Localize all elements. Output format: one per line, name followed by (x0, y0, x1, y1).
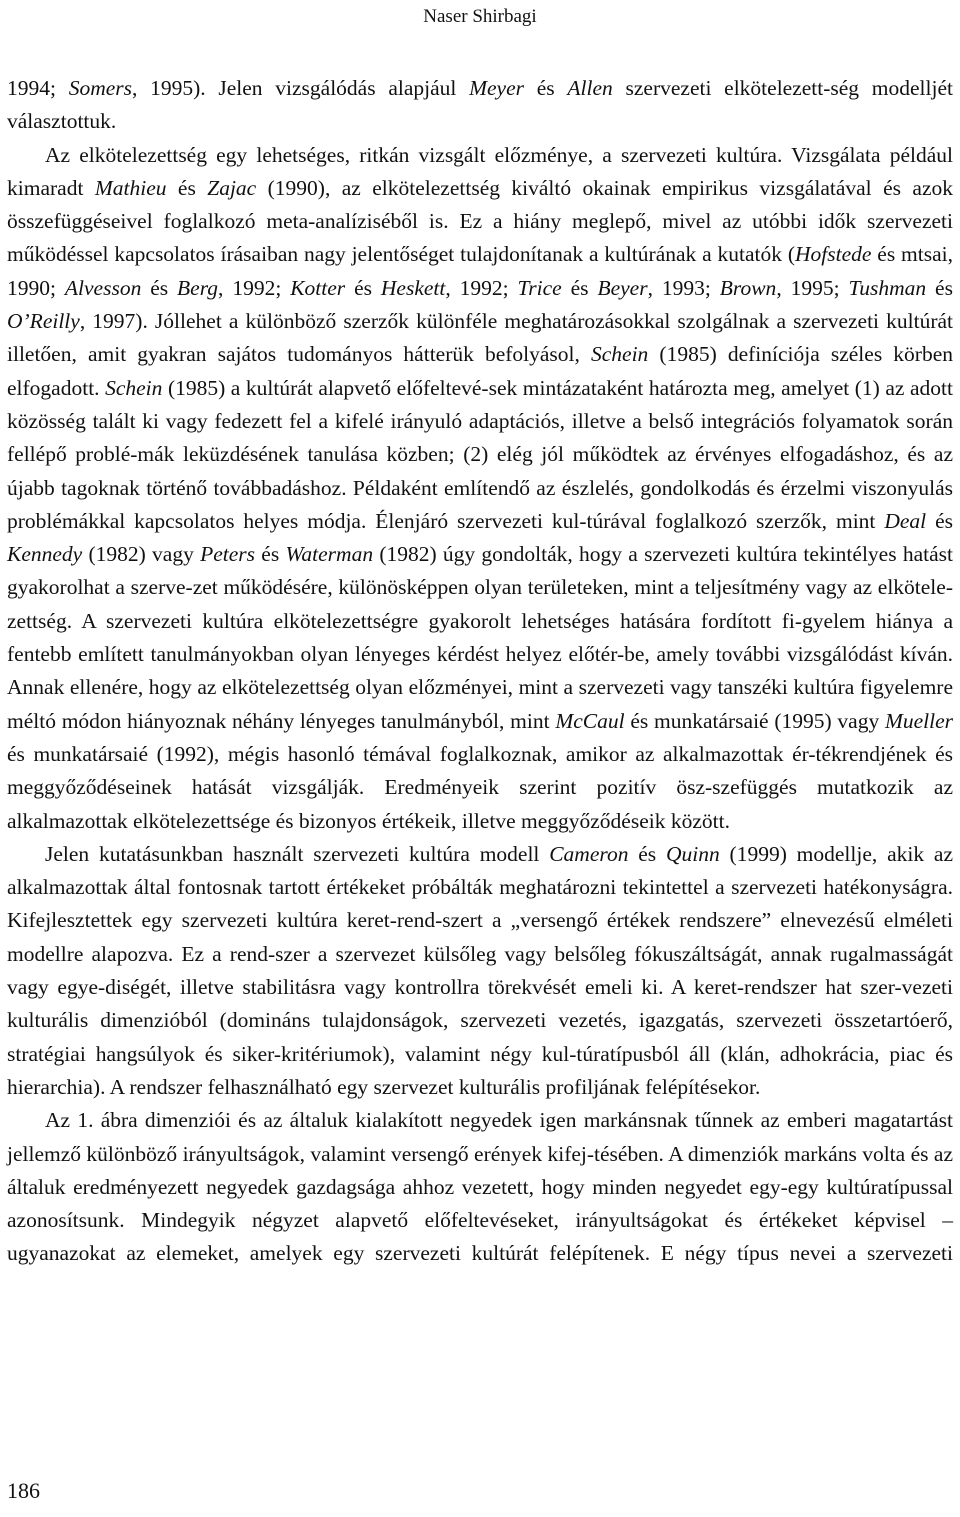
text-run: (1985) a kultúrát alapvető előfeltevé-sek mintázataként határozta meg, amelyet (1) az adott közösség talált ki vagy fedezett fel a kifelé irányuló adaptációs, illetve a belső integrációs folyamatok során fellépő problé-mák leküzdésének tanulása közben; (2) elég jól működtek az érvényes elfogadáshoz, és az újabb tagoknak történő továbbadáshoz. Példaként említendő az észlelés, gondolkodás és érzelmi viszonyulás problémákkal kapcsolatos helyes módja. Élenjáró szervezeti kul-túrával foglalkozó szerzők, mint (7, 375, 953, 533)
italic-text: Kotter (290, 275, 346, 300)
italic-text: Deal (884, 508, 927, 533)
italic-text: Schein (105, 375, 163, 400)
running-head: Naser Shirbagi (423, 6, 537, 27)
text-run: és (141, 275, 178, 300)
paragraph (7, 838, 953, 1104)
text-run: 1994; (7, 76, 69, 100)
italic-text: Alvesson (64, 275, 142, 300)
italic-text: Trice (517, 275, 562, 300)
text-run: , 1992; (218, 275, 291, 300)
italic-text: Allen (567, 76, 613, 100)
text-run: , 1997). Jóllehet a különböző szerzők különféle meghatározásokkal szolgálnak a szervezeti kultúrát illetően, amit gyakran sajátos tudományos hátterük befolyásol, (7, 309, 953, 367)
text-run: , 1995). Jelen vizsgálódás alapjául (132, 76, 470, 100)
italic-text: Brown (719, 275, 777, 300)
italic-text: Zajac (207, 175, 257, 200)
italic-text: Quinn (665, 841, 720, 866)
italic-text: Meyer (469, 76, 525, 100)
italic-text: McCaul (555, 708, 625, 733)
italic-text: Tushman (848, 275, 927, 300)
text-run: és (345, 275, 381, 300)
italic-text: Kennedy (7, 542, 83, 567)
text-run: Az 1. ábra dimenziói és az általuk kialakított negyedek igen markánsnak tűnnek az emberi magatartást jellemző különböző irányultságok, valamint versengő erények kifej-tésében. A dimenziók markáns volta és az általuk eredményezett negyedek gazdagsága ahhoz vezetett, hogy minden negyedet egy-egy kultúratípussal azonosítsunk. Mindegyik négyzet alapvető előfeltevéseket, irányultságokat és értékeket képvisel – ugyanazokat az elemeket, amelyek egy szervezeti kultúrát felépítenek. E négy típus nevei a szervezeti (7, 1108, 953, 1266)
italic-text: Somers (68, 76, 133, 100)
text-run: szervezeti elkötelezett-ség modelljét választottuk. (7, 76, 953, 134)
paragraph (7, 1104, 953, 1270)
text-run: Az elkötelezettség egy lehetséges, ritkán vizsgált előzménye, a szervezeti kultúra. Vizsgálata például kimaradt (7, 142, 953, 200)
italic-text: Cameron (549, 841, 629, 866)
text-run: , 1995; (776, 275, 849, 300)
text-run: és (255, 542, 286, 567)
text-run: és (628, 841, 666, 866)
text-run: , 1993; (647, 275, 720, 300)
text-run: , 1992; (445, 275, 518, 300)
text-run: és (926, 508, 953, 533)
text-run: és (166, 175, 208, 200)
text-run: (1982) úgy gondolták, hogy a szervezeti kultúra tekintélyes hatást gyakorolhat a szerve-zet működésére, különösképpen olyan területeken, mint a teljesítmény vagy az elkötele-zettség. A szervezeti kultúra elkötelezettségre gyakorolt lehetséges hatására fordított fi-gyelem hiánya a fentebb említett tanulmányokban olyan lényeges kérdést helyez előtér-be, amely további vizsgálódást kíván. Annak ellenére, hogy az elkötelezettség olyan előzményei, mint a szervezeti vagy tanszéki kultúra figyelemre méltó módon hiányoznak néhány lényeges tanulmányból, mint (7, 542, 953, 733)
italic-text: Mueller (884, 708, 954, 733)
italic-text: Peters (200, 542, 256, 567)
text-run: (1985) definíciója széles körben elfogadott. (7, 342, 953, 400)
text-run: (1982) vagy (82, 542, 201, 567)
text-run: (1999) modellje, akik az alkalmazottak által fontosnak tartott értékeket próbálták meghatározni tekintettel a szervezeti hatékonyságra. Kifejlesztettek egy szervezeti kultúra keret-rend-szert a „versengő értékek rendszere” elnevezésű elméleti modellre alapozva. Ez a rend-szer a szervezet külsőleg vagy belsőleg fókuszáltságát, annak rugalmasságát vagy egye-diségét, illetve stabilitásra vagy kontrollra törekvését emeli ki. A keret-rendszer hat szer-vezeti kulturális dimenzióból (domináns tulajdonságok, szervezeti vezetés, igazgatás, szervezeti összetartóerő, stratégiai hangsúlyok és siker-kritériumok), valamint négy kul-túratípusból áll (klán, adhokrácia, piac és hierarchia). A rendszer felhasználható egy szervezet kulturális profiljának felépítésekor. (7, 841, 953, 1099)
text-run: és mtsai, 1990; (7, 242, 953, 300)
text-run: és (524, 76, 568, 100)
text-run: és (926, 275, 953, 300)
body-text (7, 72, 953, 1271)
italic-text: Berg (177, 275, 219, 300)
text-run: és (561, 275, 598, 300)
italic-text: O’Reilly (7, 309, 80, 334)
italic-text: Hofstede (795, 242, 872, 267)
paragraph (7, 72, 953, 139)
text-run: (1990), az elkötelezettség kiváltó okainak empirikus vizsgálatával és azok összefüggéseivel foglalkozó meta-analíziséből is. Ez a hiány meglepő, mivel az utóbbi idők szervezeti működéssel kapcsolatos írásaiban nagy jelentőséget tulajdonítanak a kultúrának a kutatók ( (7, 175, 953, 267)
text-run: és munkatársaié (1992), mégis hasonló témával foglalkoznak, amikor az alkalmazottak ér-tékrendjének és meggyőződéseinek hatását vizsgálják. Eredményeik szerint pozitív ösz-szefüggés mutatkozik az alkalmazottak elkötelezettsége és bizonyos értékeik, illetve meggyőződéseik között. (7, 741, 953, 833)
text-run: és munkatársaié (1995) vagy (624, 708, 885, 733)
page-number: 186 (7, 1478, 40, 1503)
italic-text: Mathieu (94, 175, 167, 200)
italic-text: Schein (591, 342, 649, 367)
italic-text: Heskett (380, 275, 446, 300)
text-run: Jelen kutatásunkban használt szervezeti kultúra modell (45, 841, 550, 866)
italic-text: Beyer (597, 275, 648, 300)
paragraph (7, 139, 953, 838)
italic-text: Waterman (285, 542, 374, 567)
